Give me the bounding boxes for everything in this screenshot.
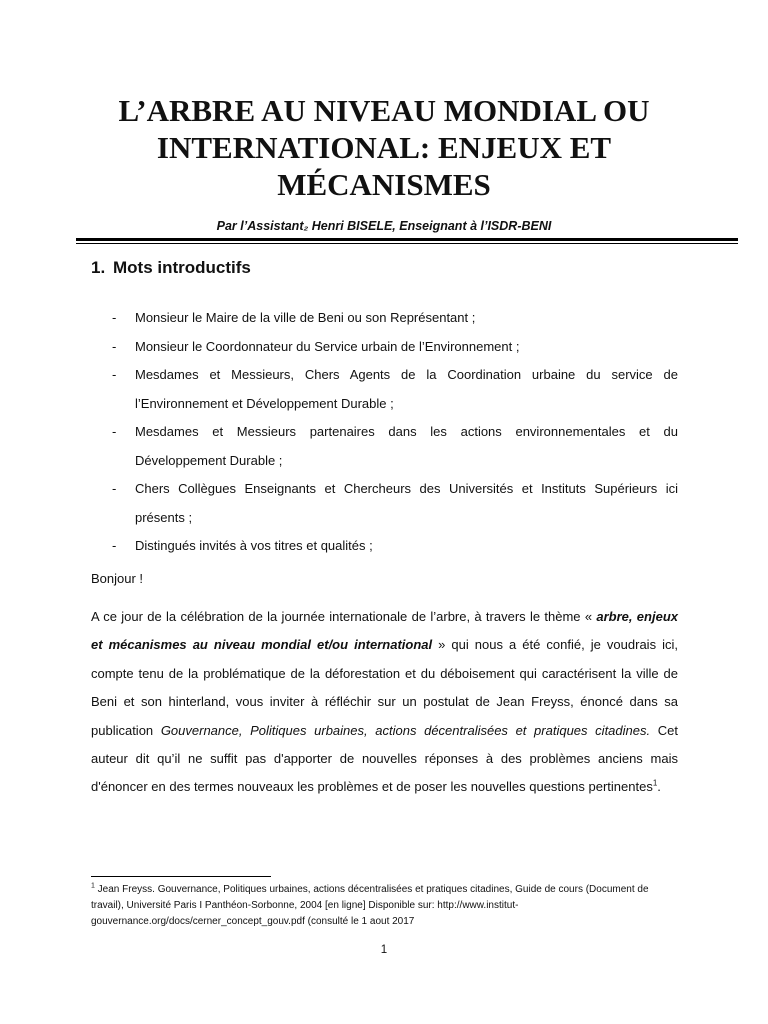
list-item-text: Mesdames et Messieurs, Chers Agents de la Coordination urbaine du service de l’Environnement et Développement Durable ; bbox=[135, 367, 678, 411]
dash-bullet: - bbox=[112, 481, 117, 496]
list-item-text: Distingués invités à vos titres et qualités ; bbox=[135, 538, 373, 553]
footnote-reference[interactable]: 1 bbox=[652, 779, 658, 789]
list-item bbox=[112, 333, 678, 362]
section-number: 1. bbox=[91, 258, 106, 277]
list-item-text: Mesdames et Messieurs partenaires dans les actions environnementales et du Développement Durable ; bbox=[135, 424, 678, 468]
list-item bbox=[112, 361, 678, 418]
publication-title: Gouvernance, Politiques urbaines, actions décentralisées et pratiques citadines. bbox=[160, 722, 651, 738]
list-item-text: Chers Collègues Enseignants et Chercheurs des Universités et Instituts Supérieurs ici présents ; bbox=[135, 481, 678, 525]
title-line: MÉCANISMES bbox=[277, 167, 491, 202]
list-item bbox=[112, 532, 678, 561]
paragraph-text: A ce jour de la célébration de la journée internationale de l’arbre, à travers le thème « bbox=[91, 609, 597, 624]
list-item bbox=[112, 418, 678, 475]
greeting: Bonjour ! bbox=[91, 571, 144, 586]
list-item-text: Monsieur le Coordonnateur du Service urbain de l’Environnement ; bbox=[135, 338, 520, 354]
footnote-text: Jean Freyss. Gouvernance, Politiques urbaines, actions décentralisées et pratiques citadines, Guide de cours (Document de travail), Université Paris I Panthéon-Sorbonne, 2004 [en ligne] Disponible sur: http://www.institut-gouvernance.org/docs/cerner_concept_gouv.pdf (consulté le 1 aout 2017 bbox=[91, 884, 649, 927]
salutation-list bbox=[112, 304, 678, 561]
theme-text: arbre, enjeux et mécanismes au niveau mondial et/ou international bbox=[91, 609, 678, 653]
list-item-text: Monsieur le Maire de la ville de Beni ou son Représentant ; bbox=[135, 310, 476, 325]
title-divider-thin bbox=[76, 243, 738, 244]
paragraph-text: Cet auteur dit qu’il ne suffit pas d'apporter de nouvelles réponses à des problèmes anciens mais d'énoncer en des termes nouveaux les problèmes et de poser les nouvelles questions pertinentes bbox=[91, 722, 678, 795]
document-title bbox=[60, 92, 708, 203]
list-item bbox=[112, 475, 678, 532]
body-paragraph bbox=[91, 603, 678, 802]
dash-bullet: - bbox=[112, 367, 117, 382]
footnote bbox=[91, 882, 681, 930]
paragraph-text: » qui nous a été confié, je voudrais ici, compte tenu de la problématique de la déforestation et du déboisement qui caractérisent la ville de Beni et son hinterland, vous inviter à réfléchir sur un postulat de Jean Freyss, énoncé dans sa publication bbox=[91, 637, 678, 738]
title-line: INTERNATIONAL: ENJEUX ET bbox=[156, 130, 612, 165]
dash-bullet: - bbox=[112, 424, 117, 439]
paragraph-end: . bbox=[657, 779, 661, 795]
footnote-marker: 1 bbox=[91, 882, 95, 890]
list-item bbox=[112, 304, 678, 333]
footnote-separator bbox=[91, 876, 271, 877]
title-line: L’ARBRE AU NIVEAU MONDIAL OU bbox=[118, 93, 650, 128]
dash-bullet: - bbox=[112, 310, 117, 325]
page-number: 1 bbox=[380, 944, 388, 956]
dash-bullet: - bbox=[112, 538, 117, 553]
section-heading bbox=[91, 258, 251, 278]
author-byline: Par l’Assistant₂ Henri BISELE, Enseignant à l’ISDR-BENI bbox=[216, 219, 552, 233]
section-title: Mots introductifs bbox=[113, 258, 251, 277]
title-divider-thick bbox=[76, 238, 738, 241]
dash-bullet: - bbox=[112, 338, 117, 354]
